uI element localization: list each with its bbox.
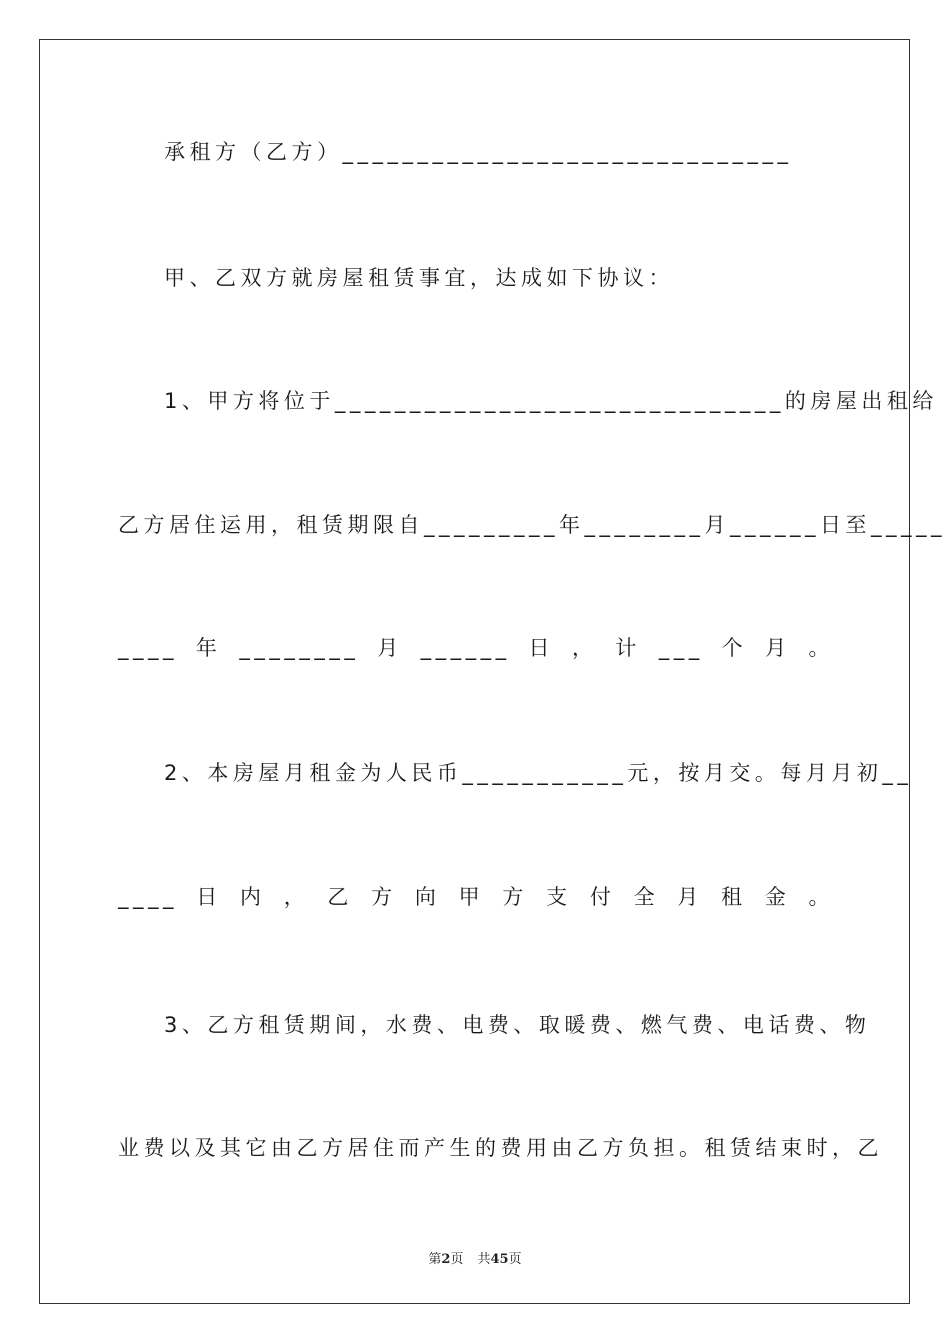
clause-1-line-1: 1、甲方将位于______________________________的房屋出租给 xyxy=(164,389,938,413)
clause-1-line-2: 乙方居住运用，租赁期限自_________年________月______日至_____ xyxy=(118,513,946,537)
clause-2-line-2: ____日内，乙方向甲方支付全月租金。 xyxy=(118,885,834,909)
footer-page-number: 2 xyxy=(441,1252,451,1267)
clause-3-line-2: 业费以及其它由乙方居住而产生的费用由乙方负担。租赁结束时，乙 xyxy=(118,1136,883,1160)
agreement-intro: 甲、乙双方就房屋租赁事宜，达成如下协议： xyxy=(164,266,674,290)
clause-3-line-1: 3、乙方租赁期间，水费、电费、取暖费、燃气费、电话费、物 xyxy=(164,1013,871,1037)
footer-total-pages: 45 xyxy=(490,1252,509,1267)
footer-page-prefix: 第 xyxy=(428,1252,442,1267)
tenant-line: 承租方（乙方）______________________________ xyxy=(164,140,793,164)
footer-total-suffix: 页 xyxy=(508,1252,522,1267)
footer-page-suffix: 页 xyxy=(450,1252,464,1267)
page-border xyxy=(39,39,946,1304)
clause-1-line-3: ____年________月______日，计___个月。 xyxy=(118,636,834,660)
footer-total-prefix: 共 xyxy=(477,1252,491,1267)
page-footer xyxy=(0,1248,950,1267)
clause-2-line-1: 2、本房屋月租金为人民币___________元，按月交。每月月初__ xyxy=(164,761,913,785)
